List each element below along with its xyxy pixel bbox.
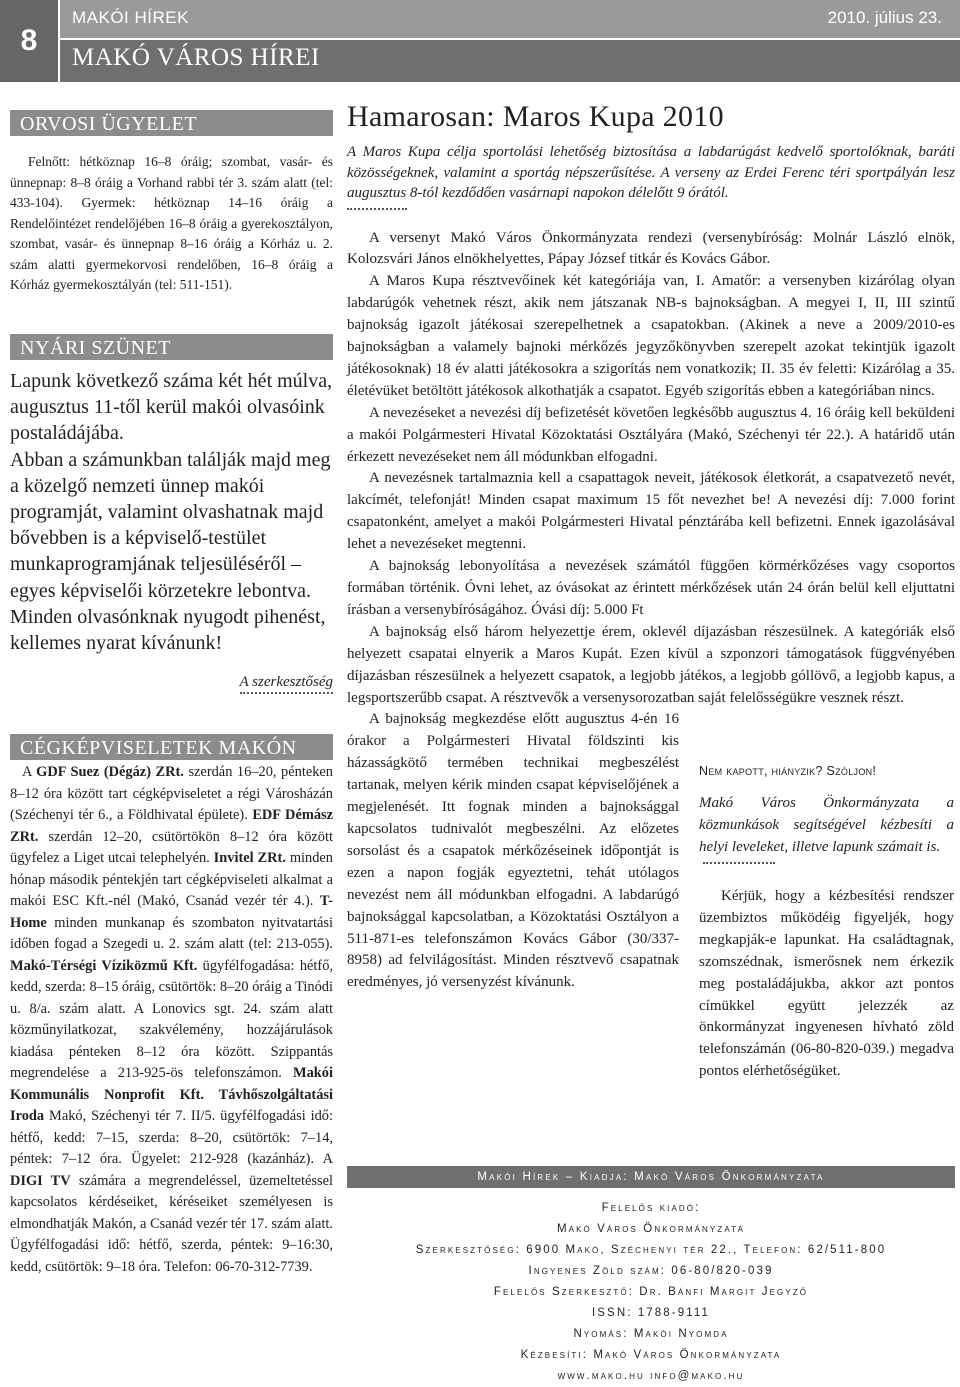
impressum-line: Nyomás: Makói Nyomda: [573, 1328, 729, 1340]
cegkepviseletek-section: [10, 734, 333, 1278]
publication-name: MAKÓI HÍREK: [72, 8, 189, 27]
section-title: MAKÓ VÁROS HÍREI: [72, 44, 320, 71]
article-paragraph: [347, 622, 955, 710]
article-paragraph-text: A bajnokság első három helyezettje érem, oklevél díjazásban részesülnek. A kategóriák első helyezett csapatai elnyerik a Maros Kupát. Ezen kívül a szponzori támogatások függvényében díjazásban részesülnek a helyezett csapatok, a legjobb játékos, a legjobb góllövő, a legjobb kapus, a legsportszerűbb csapat. A résztvevők a versenysorozatban saját felelősségükre vesznek részt.: [347, 623, 955, 706]
company-name: Invitel ZRt.: [213, 850, 286, 866]
article-title: Hamarosan: Maros Kupa 2010: [347, 100, 724, 133]
nyari-szunet-section: [10, 334, 333, 691]
article-paragraph: A versenyt Makó Város Önkormányzata rendezi (versenybíróság: Molnár László elnök, Kolozsvári János elnökhelyettes, Pápay József titkár és Kovács Gábor.: [347, 229, 955, 268]
impressum-line: Kézbesíti: Makó Város Önkormányzata: [520, 1349, 782, 1361]
signature-wrap: [10, 674, 333, 691]
article-paragraph: A nevezéseket a nevezési díj befizetését követően legkésőbb augusztus 4. 16 óráig kell beküldeni a makói Polgármesteri Hivatal Közoktatási Osztályára (Makó, Széchenyi tér 22.). A határidő után érkezett nevezéseket nem áll módunkban elfogadni.: [347, 404, 955, 465]
intro-divider: [347, 208, 407, 210]
cegkep-text-segment: Makó, Széchenyi tér 7. II/5. ügyfélfogadási idő: hétfő, kedd: 7–15, szerda: 8–20, csütörtök: 7–14, péntek: 7–12 óra. Ügyelet: 212-928 (kazánház). A: [10, 1108, 333, 1167]
cegkep-text-segment: A: [22, 764, 37, 780]
sidebar-divider: [703, 862, 775, 864]
issue-date: 2010. július 23.: [827, 8, 942, 27]
article-paragraph: A nevezésnek tartalmaznia kell a csapattagok neveit, játékosok életkorát, a csapatvezető nevét, lakcímét, telefonját! Minden csapat maximum 15 főt nevezhet be! A nevezési díj: 7.000 forint csapatonként, amelyet a makói Polgármesteri Hivatal pénztárába kell befizetni. Ennek igazolásával lehet a nevezéseket megtenni.: [347, 470, 955, 553]
impressum-line: Felelős kiadó:: [601, 1202, 701, 1214]
nyari-szunet-p1: Lapunk következő száma két hét múlva, augusztus 11-től kerül makói olvasóink postaládájába.: [10, 370, 333, 445]
cegkepviseletek-text: [10, 762, 333, 1278]
page-header: [0, 0, 960, 88]
impressum-line: ISSN: 1788-9111: [591, 1307, 711, 1319]
impressum-website[interactable]: www.mako.hu info@mako.hu: [557, 1370, 745, 1382]
orvosi-ugyelet-text: Felnőtt: hétköznap 16–8 óráig; szombat, vasár- és ünnepnap: 8–8 óráig a Vorhand rabbi tér 3. szám alatt (tel: 433-104). Gyermek: hétköznap 14–16 óráig a Rendelőintézet rendelőjében 16–8 óráig a gyerekosztályon, szombat, vasár- és ünnepnap 8–16 óráig a Kórház u. 2. szám alatti gyermekorvosi rendelőben, 16–8 óráig a Kórház gyermekosztályán (tel: 511-151).: [10, 154, 333, 292]
cegkep-text-segment: számára a megrendeléssel, üzemeltetéssel kapcsolatos kérdéseiket, kéréseiket személyesen is elmondhatják Makón, a Csanád vezér tér 17. szám alatt. Ügyfélfogadási idő: hétfő, szerda, péntek: 9–16:30, kedd, csütörtök: 9–18 óra. Telefon: 06-70-312-7739.: [10, 1172, 333, 1275]
company-name: Makói Kommunális Nonprofit Kft. Távhőszolgáltatási Iroda: [10, 1065, 333, 1124]
sidebar-italic-text: Makó Város Önkormányzata a közmunkások segítségével kézbesíti a helyi leveleket, illetve lapunk számait is.: [699, 795, 954, 855]
company-name: Makó-Térségi Víziközmű Kft.: [10, 957, 198, 974]
nyari-szunet-p3: Minden olvasónknak nyugodt pihenést, kellemes nyarat kívánunk!: [10, 605, 326, 655]
cegkep-text-segment: ügyfélfogadása: hétfő, kedd, szerda: 8–15 óráig, csütörtök: 8–20 óráig a Tinódi u. 8/a. szám alatt. A Lonovics sgt. 24. szám alatt közműnyilatkozat, szakvélemény, hozzájárulások kiadása pénteken 8–12 óra között. Szippantás megrendelése a 213-925-ös telefonszámon.: [10, 957, 333, 1081]
company-name: T-Home: [10, 893, 333, 931]
article-paragraph: A bajnokság megkezdése előtt augusztus 4-én 16 órakor a Polgármesteri Hivatal földszinti kis házasságkötő termében technikai megbeszélést tartanak, melyen kérik minden csapat képviselőjének a megjelenését. Itt fognak minden a bajnoksággal kapcsolatos tudnivalót megbeszélni. Az előzetes sorsolást és a csapatok mérkőzéseinek időpontját is ezen a napon fogják egyeztetni, tehát utólagos nevezést nem áll módunkban elfogadni. A labdarúgó bajnoksággal kapcsolatban, a Közoktatási Osztályon a 511-871-es telefonszámon Kovács Gábor (30/337-8958) ad felvilágosítást. Minden résztvevő csapatnak eredményes, jó versenyzést kívánunk.: [347, 711, 679, 991]
impressum-line: Ingyenes Zöld szám: 06-80/820-039: [528, 1265, 774, 1277]
impressum: [347, 1166, 955, 1387]
nyari-szunet-heading: NYÁRI SZÜNET: [10, 334, 333, 360]
company-name: DIGI TV: [10, 1172, 71, 1189]
sidebar-box: [699, 764, 954, 1083]
page-number: 8: [0, 0, 58, 82]
impressum-line: Szerkesztőség: 6900 Makó, Széchenyi tér 22., Telefon: 62/511-800: [415, 1244, 887, 1256]
sidebar-text: Kérjük, hogy a kézbesítési rendszer üzembiztos működéig figyeljék, hogy megkapják-e lapunkat. Ha családtagnak, szomszédnak, ismerősnek nem érkezik meg postaládájukba, akkor azt pontos címükkel együtt jelezzék az önkormányzat ingyenesen hívható zöld telefonszámán (06-80-820-039.) megadva pontos elérhetőségüket.: [699, 888, 954, 1080]
orvosi-ugyelet-section: [10, 110, 333, 296]
article-paragraph: A bajnokság lebonyolítása a nevezések számától függően körmérkőzéses vagy csoportos formában történik. Óvni lehet, az óvásokat az érintett mérkőzések után 24 órán belül kell eljuttatni írásban a versenybíróságához. Óvási díj: 5.000 Ft: [347, 558, 955, 618]
cegkep-text-segment: minden munkanap és szombaton nyitvatartási időben fogad a Szegedi u. 2. szám alatt (tel: 213-055).: [10, 914, 333, 952]
company-name: GDF Suez (Dégáz) ZRt.: [36, 764, 184, 780]
impressum-line: Makó Város Önkormányzata: [556, 1223, 746, 1235]
cegkep-text-segment: szerdán 12–20, csütörtökön 8–12 óra között ügyfelez a Liget utcai telephelyén.: [10, 828, 333, 866]
header-top-bar: [60, 0, 960, 38]
article-paragraph: A Maros Kupa résztvevőinek két kategóriája van, I. Amatőr: a versenyben kizárólag olyan labdarúgók vehetnek részt, akik nem játszanak NB-s bajnokságban. A megyei I, II, III szintű bajnokság igazolt játékosai szerepelhetnek a csapatokban. (Akinek a neve a 2009/2010-es bajnokságban a valamely bajnoki mérkőzés jegyzőkönyvben szerepelt azokat tekintjük igazolt játékosoknak) 18 év alatti játékosokra a szigorítás nem vonatkozik; II. 35 év feletti: Kizárólag a 35. életévüket betöltött játékosok alkothatják a csapatot. Egyéb szigorítás ebben a kategóriában nincs.: [347, 273, 955, 399]
nyari-szunet-p2: Abban a számunkban találják majd meg a közelgő nemzeti ünnep makói programját, valamint olvashatnak majd bővebben is a képviselő-testület munkaprogramjának teljesüléséről – egyes képviselői körzetekre lebontva.: [10, 448, 331, 602]
cegkep-text-segment: minden hónap második péntekjén tart cégképviseleti alkalmat a makói ESC Kft.-nél (Makó, Csanád vezér tér 4.).: [10, 850, 333, 909]
orvosi-ugyelet-heading: ORVOSI ÜGYELET: [10, 110, 333, 136]
signature: A szerkesztőség: [240, 674, 333, 694]
sidebar-heading: Nem kapott, hiányzik? Szóljon!: [699, 764, 877, 778]
article-intro: A Maros Kupa célja sportolási lehetőség biztosítása a labdarúgást kedvelő sportolóknak, baráti közösségeknek, valamint a sportág népszerűsítése. A verseny az Erdei Ferenc téri sportpályán lesz augusztus 8-tól kezdődően vasárnapi napokon délelőtt 9 órától.: [347, 144, 955, 201]
company-name: EDF Démász ZRt.: [10, 807, 333, 845]
impressum-line: Felelős Szerkesztő: Dr. Bánfi Margit Jegyző: [493, 1286, 809, 1298]
cegkepviseletek-heading: CÉGKÉPVISELETEK MAKÓN: [10, 734, 333, 760]
cegkep-text-segment: szerdán 16–20, pénteken 8–12 óra között tart cégképviseletet a régi Városházán (Széchenyi tér 6., a Földhivatal épülete).: [10, 764, 333, 823]
impressum-bar: Makói Hírek – Kiadja: Makó Város Önkormányzata: [347, 1166, 955, 1188]
